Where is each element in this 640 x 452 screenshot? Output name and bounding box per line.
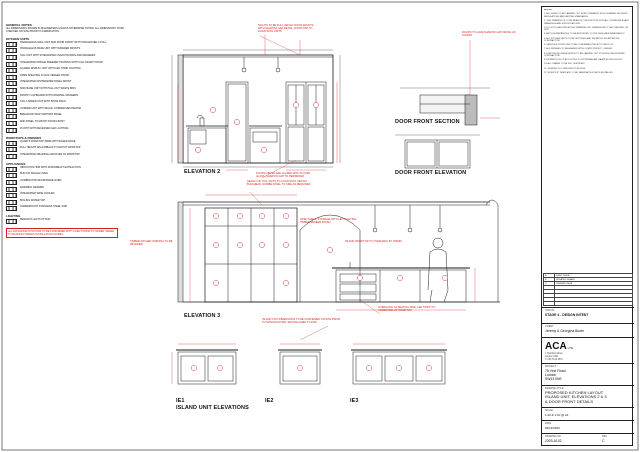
project-panel — [542, 363, 634, 385]
legend-item-label: INTEGRATED DRAINING GROOVES TO WORKTOP — [20, 152, 80, 156]
legend-item-label: CORNER UNIT WITH MAGIC CORNER MECHANISM — [20, 106, 81, 110]
legend-item-label: PANTRY CUPBOARD WITH INTERNAL DRAWERS — [20, 93, 79, 97]
revision-label: REV — [602, 435, 607, 438]
title-block-note: 11. GLAZING TO CONFORM TO BS 6206. — [544, 67, 586, 70]
company-logo — [545, 342, 573, 353]
general-notes-heading: GENERAL NOTES — [6, 23, 32, 27]
project-line: London — [545, 373, 557, 377]
legend-item-label: SINK BASE UNIT WITH PULL-OUT WASTE BINS — [20, 86, 76, 90]
drawing-title-line: PROPOSED KITCHEN LAYOUT — [545, 390, 604, 395]
drawing-number-label: DRAWING NO. — [545, 435, 562, 438]
legend-item-label: TALL UNIT WITH INTEGRATED OVEN HOUSING AND DRAWERS — [20, 54, 96, 57]
title-block-notes-list — [544, 13, 632, 74]
company-panel — [542, 337, 634, 363]
legend-item-label: BUILT-IN SINGLE OVEN — [20, 172, 48, 176]
revision-code: C — [544, 282, 555, 286]
callout-e3-top: HEIGHT OF TALL UNITS TO ALIGN WITH CEILING BULKHEAD, SCRIBE PANEL TO SIDE AS REQUIRED — [247, 180, 311, 187]
drawing-title — [545, 391, 607, 404]
client-value: Jeremy & Georgina Boote — [545, 329, 585, 333]
revision-description — [555, 302, 633, 306]
drawing-title-line: & DOOR FRONT DETAILS — [545, 398, 594, 404]
status-value: STAGE 4 - DESIGN INTENT — [545, 313, 589, 317]
address-line: 1 Hamilton Mews — [545, 353, 563, 355]
scale-panel — [542, 407, 634, 420]
project-line: SW13 0NE — [545, 377, 562, 381]
drawing-number-panel — [542, 433, 634, 447]
title-block-note: 4. ANY DISCREPANCIES TO BE REPORTED TO THE DESIGNER IMMEDIATELY. — [544, 33, 625, 36]
title-block-note: 10. ALL TIMBER TO BE FSC CERTIFIED. — [544, 63, 585, 66]
project-line: 78 Vine Road — [545, 369, 566, 373]
drawing-title-line: ISLAND UNIT, ELEVATIONS 2 & 3 — [545, 394, 607, 400]
island-unit-elevations-drawing — [176, 350, 447, 384]
island-tags — [191, 365, 431, 370]
revision-description: TENDER ISSUE — [555, 282, 633, 286]
legend-item-label: OPEN SHELVING IN OAK VENEER FINISH — [20, 73, 70, 77]
legend-item-label: FULL HEIGHT SPLASHBACK TO MATCH WORKTOP — [20, 146, 81, 150]
revision-table — [543, 273, 633, 306]
company-address — [545, 353, 563, 361]
callout-leaders — [250, 36, 380, 340]
revision-code: A — [544, 274, 555, 278]
drawing-title-label: DRAWING TITLE — [545, 387, 564, 390]
callout-door-top: DOORS TO HAVE SHADOW GAP DETAIL AS SHOWN — [462, 31, 516, 38]
legend-item-label: HANDLELESS BASE UNIT WITH DRAWER FRONTS — [20, 47, 81, 51]
legend-item-label: UNDERMOUNT STAINLESS STEEL SINK — [20, 205, 68, 209]
title-block-note: 7. ALL FINISHES TO BE AGREED WITH CLIENT PRIOR TO ORDER. — [544, 48, 613, 51]
company-logo-text: ACA — [545, 341, 567, 352]
date-panel — [542, 420, 634, 433]
date-label: DATE — [545, 422, 552, 425]
legend-section-title: APPLIANCES — [6, 161, 26, 166]
door-front-section-title: DOOR FRONT SECTION — [395, 119, 460, 125]
scale-label: SCALE — [545, 409, 553, 412]
legend-item-label: INDUCTION HOB WITH DOWNDRAFT EXTRACTION — [20, 165, 81, 169]
legend-section-title: WORKTOPS & FINISHES — [6, 135, 42, 140]
status-label: STATUS — [545, 309, 555, 312]
callout-island-right: OVERHANG TO SEATING SIDE, LED STRIP TO UNDERSIDE OF WORKTOP — [378, 306, 435, 313]
elevation-3-tags — [213, 213, 447, 285]
callout-e3-right: ISLAND WORKTOP TO OVERHANG BY 300MM — [345, 240, 402, 243]
project-label: PROJECT — [545, 365, 557, 368]
title-block-note: 6. SERVICES POSITIONS TO BE CONFIRMED PRIOR TO FIRST FIX. — [544, 44, 614, 47]
client-panel — [542, 323, 634, 337]
elevation-2-title: ELEVATION 2 — [184, 169, 221, 175]
title-block-note: 12. WORKTOP TEMPLATE TO BE TAKEN AFTER UNITS INSTALLED. — [544, 71, 614, 74]
legend-item-label: INTEGRATED DISHWASHER PANEL FRONT — [20, 80, 72, 84]
project-address — [545, 369, 566, 381]
door-front-elevation-title: DOOR FRONT ELEVATION — [395, 170, 467, 176]
legend-item-label: INTEGRATED FRIDGE FREEZER HOUSING WITH FULL HEIGHT DOOR — [20, 60, 103, 64]
title-block-note: 2. THIS DRAWING IS TO BE READ IN CONJUNCTION WITH ALL OTHER RELEVANT DRAWINGS AND SPECIFICATIONS. — [544, 19, 629, 25]
revision-description: UPDATED ISLAND — [555, 278, 633, 282]
title-block-note: 5. ALL KITCHEN UNITS TO BE SUPPLIED AND INSTALLED BY APPROVED CONTRACTOR. — [544, 37, 620, 43]
legend-item-label: BOILING WATER TAP — [20, 198, 45, 202]
drawing-title-panel — [542, 385, 634, 407]
ie2-title: IE2 — [265, 398, 274, 404]
company-logo-suffix: LTD — [567, 346, 574, 350]
title-block-note: 1. ALL WORK TO BE CARRIED OUT IN ACCORDANCE WITH CURRENT BUILDING REGULATIONS AND BRITISH STANDARDS. — [544, 13, 628, 18]
legend-item-label: INTEGRATED WINE COOLER — [20, 192, 55, 196]
elevation-3-title: ELEVATION 3 — [184, 313, 221, 319]
elevation-3-drawing — [178, 200, 500, 302]
title-block-notes — [544, 9, 632, 269]
client-label: CLIENT — [545, 325, 554, 328]
island-unit-elevations-title: ISLAND UNIT ELEVATIONS — [176, 405, 249, 411]
legend-item-label: PLINTH WITH RECESSED LED LIGHTING — [20, 126, 69, 130]
callout-e3-left: TIMBER ARCHED OPENING TO BE RETAINED — [130, 240, 173, 247]
legend-section-title: KITCHEN UNITS — [6, 36, 30, 41]
legend-item-label: QUARTZ WORKTOP 30MM WITH EASED EDGE — [20, 139, 76, 143]
legend-item-label: PENDANT LIGHT FITTING — [20, 218, 51, 222]
title-block-notes-heading: NOTES — [544, 9, 552, 11]
callout-e2-bottom: DOORS ABOVE ARE GLAZED WITH FLUTED GLASS, SHADOW GAP TO PERIMETER — [256, 172, 311, 179]
revision-row — [544, 302, 633, 306]
date-value: 03/11/2023 — [545, 426, 560, 430]
revision-code — [544, 302, 555, 306]
revision-description: FIRST ISSUE — [555, 274, 633, 278]
address-line: T: 020 7123 4567 — [545, 358, 563, 361]
legend-item-label: BREAKFAST BAR SUPPORT PANEL — [20, 113, 62, 117]
legend-item-label: TALL LARDER UNIT WITH SPICE RACK — [20, 100, 66, 104]
revision-value: C — [602, 439, 605, 443]
legend-item-label: GLAZED DISPLAY UNIT WITH LED STRIP LIGHTING — [20, 67, 81, 71]
callout-e2-top: NIGHTS TO BE FULL HEIGHT DOOR FRONTS WITH SHADOW GAP DETAIL, DOOR GAP TO ALIGN WITH UNITS — [258, 24, 314, 34]
elevation-3-dimensions — [190, 195, 475, 313]
title-block — [541, 6, 633, 446]
ie3-title: IE3 — [350, 398, 359, 404]
callout-e3-mid: OPEN SHELF, STORAGE WITH LED LIGHTING, TIMBER VENEER FINISH — [300, 218, 358, 225]
status-panel — [542, 307, 634, 323]
elevation-2-tags — [195, 102, 318, 152]
callout-island-left: ISLAND UNIT DIMENSIONS TO BE CONFIRMED ON SITE PRIOR TO MANUFACTURE, SEATING AREA TO END — [262, 318, 341, 325]
door-front-elevation-drawing — [395, 135, 480, 168]
legend-item-label: HANDLELESS WALL UNIT AND DOOR FRONT WITH INTEGRATED J-PULL — [20, 40, 107, 44]
legend-warning-note: ALL APPLIANCE POSITIONS TO BE CONFIRMED WITH CLIENT PRIOR TO ORDER. REFER TO MANUFACTURERS INSTALLATION GUIDES. — [6, 228, 118, 238]
drawing-number: 2303-A102 — [545, 439, 562, 443]
legend-item-label: END PANEL TO MATCH DOOR FINISH — [20, 119, 65, 123]
title-block-note: 9. EXTRACTION TO BE DUCTED TO EXTERNAL AIR VIA APPROVED ROUTE. — [544, 59, 623, 62]
legend-item-label: WARMING DRAWER — [20, 185, 44, 189]
address-line: London SW1 — [545, 355, 559, 358]
ie1-title: IE1 — [176, 398, 185, 404]
general-notes-intro: ALL DIMENSIONS SHOWN IN MILLIMETERS UNLESS OTHERWISE NOTED. ALL DIMENSIONS TO BE CHECKED ON SITE PRIOR TO FABRICATION. — [6, 27, 124, 33]
legend-item-label: COMBINATION MICROWAVE OVEN — [20, 178, 62, 182]
title-block-note: 3. DO NOT SCALE FROM THIS DRAWING. ALL DIMENSIONS TO BE CHECKED ON SITE. — [544, 26, 629, 32]
scale-value: 1:20 & 1:10 @ A1 — [545, 413, 569, 417]
revision-code: B — [544, 278, 555, 282]
title-block-note: 8. ELECTRICAL INSTALLATION TO BE CARRIED OUT BY NICEIC REGISTERED CONTRACTOR. — [544, 52, 625, 58]
legend-section-title: LIGHTING — [6, 214, 21, 219]
